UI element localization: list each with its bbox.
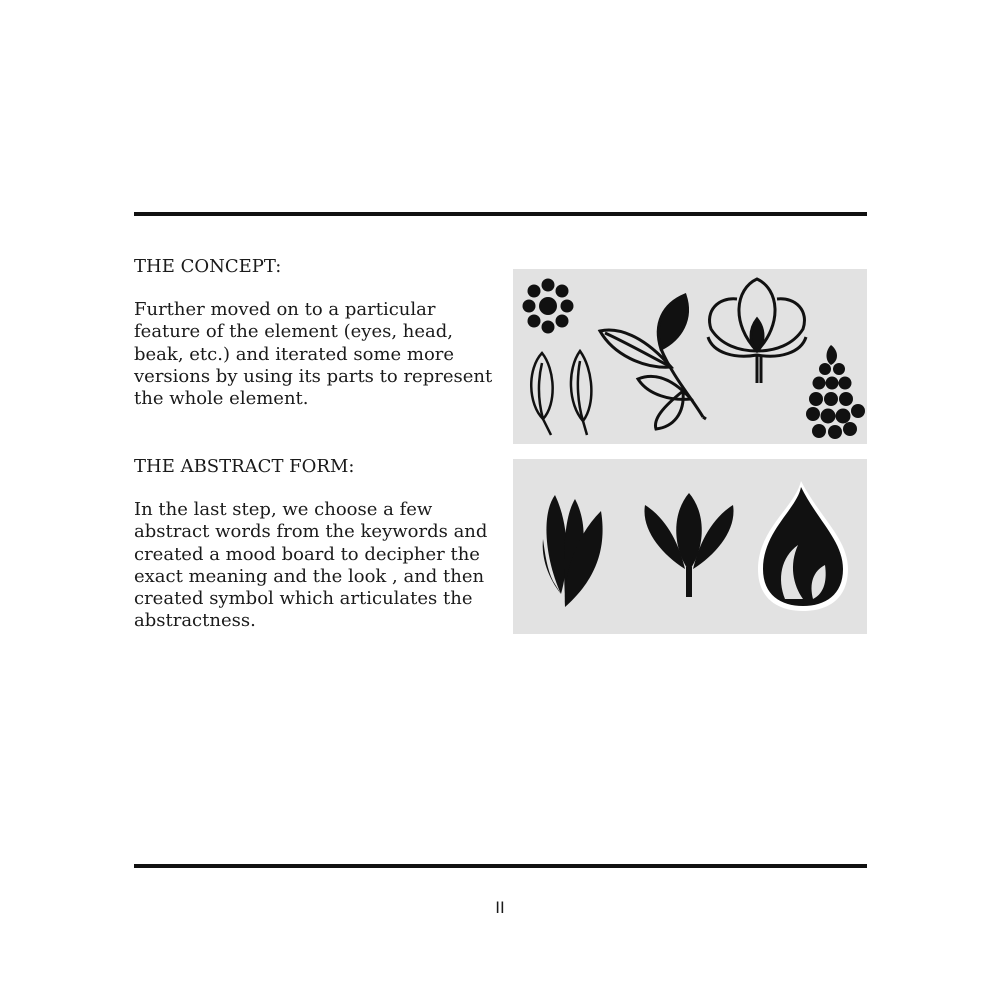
- crocus-icon: [644, 493, 733, 597]
- flame-drop-icon: [758, 481, 848, 611]
- abstract-form-paragraph: In the last step, we choose a few abstract words from the keywords and created a mood board to decipher the exact meaning and the look , and then created symbol which articulates the abstractness.: [134, 499, 488, 632]
- concept-symbols-panel: [513, 269, 867, 444]
- blossom-cluster-icon: [806, 345, 865, 439]
- abstract-symbols-panel: [513, 459, 867, 634]
- bud-outline-icon: [571, 351, 591, 435]
- abstract-form-heading: THE ABSTRACT FORM:: [134, 456, 355, 477]
- concept-paragraph: Further moved on to a particular feature of the element (eyes, head, beak, etc.) and iterated some more versions by using its parts to represent the whole element.: [134, 299, 493, 410]
- concept-heading: THE CONCEPT:: [134, 256, 282, 277]
- flower-icon: [523, 279, 574, 334]
- bottom-divider: [134, 864, 867, 868]
- lotus-outline-icon: [708, 279, 806, 383]
- tulip-icon: [543, 495, 603, 607]
- page-number: II: [495, 898, 505, 917]
- leaf-branch-icon: [600, 295, 706, 429]
- bud-outline-icon: [531, 353, 552, 435]
- top-divider: [134, 212, 867, 216]
